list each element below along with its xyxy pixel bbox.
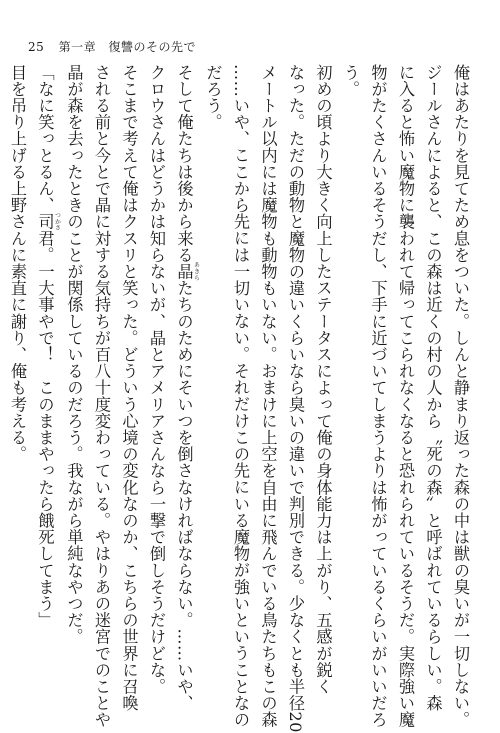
chapter-title: 復讐のその先で bbox=[108, 40, 196, 54]
ruby-name: 司 つかさ bbox=[35, 212, 61, 232]
text-line: に入ると怖い魔物に襲われて帰ってこられなくなると恐れられているそうだ。実際強い魔 bbox=[396, 64, 415, 728]
body-text bbox=[4, 64, 475, 733]
text-line: ……いや、ここから先には一切いない。それだけこの先にいる魔物が強いということなの bbox=[231, 64, 250, 728]
text-line: 目を吊り上げる上野さんに素直に謝り、俺も考える。 bbox=[8, 64, 27, 463]
page-number: 25 bbox=[28, 40, 45, 54]
text-line: 「なに笑っとるん、司 つかさ君。一大事やで！ このままやったら餓死してまう」 bbox=[35, 64, 61, 629]
chapter-label: 第一章 bbox=[58, 40, 97, 54]
text-line: そこまで考えて俺はクスリと笑った。どういう心境の変化なのか、こちらの世界に召喚 bbox=[119, 64, 139, 712]
ruby-name: 晶 あきら bbox=[174, 261, 200, 282]
text-line: だろう。 bbox=[203, 64, 223, 131]
text-line: メートル以内には魔物も動物もいない。おまけに上空を自由に飛んでいる鳥たちもこの森 bbox=[258, 64, 278, 728]
text-line: される前と今とで晶に対する気持ちが百八十度変わっている。やはりあの迷宮でのことや bbox=[92, 64, 111, 728]
text-line: クロウさんはどうかは知らないが、晶とアメリアさんなら一撃で倒しそうだけどな。 bbox=[147, 64, 166, 695]
text-line: ジールさんによると、この森は近くの村の人から〝死の森〟と呼ばれているらしい。森 bbox=[423, 64, 443, 712]
text-line: う。 bbox=[341, 64, 360, 98]
text-line: 晶が森を去ったときのことが関係しているのだろう。我ながら単純なやつだ。 bbox=[64, 64, 84, 645]
running-header bbox=[28, 38, 196, 55]
text-line: そして俺たちは後から来る晶 あきらたちのためにそいつを倒さなければならない。……いや、 bbox=[174, 64, 200, 712]
text-line: 俺はあたりを見てため息をついた。しんと静まり返った森の中は獣の臭いが一切しない。 bbox=[451, 64, 470, 728]
text-line: 物がたくさんいるそうだし、下手に近づいてしまうよりは怖がっているくらいがいいだろ bbox=[368, 64, 388, 728]
text-line: なった。ただの動物と魔物の違いくらいなら臭いの違いで判別できる。少なくとも半径20 bbox=[286, 64, 305, 733]
text-line: 初めの頃より大きく向上したステータスによって俺の身体能力は上がり、五感が鋭く bbox=[313, 64, 333, 695]
